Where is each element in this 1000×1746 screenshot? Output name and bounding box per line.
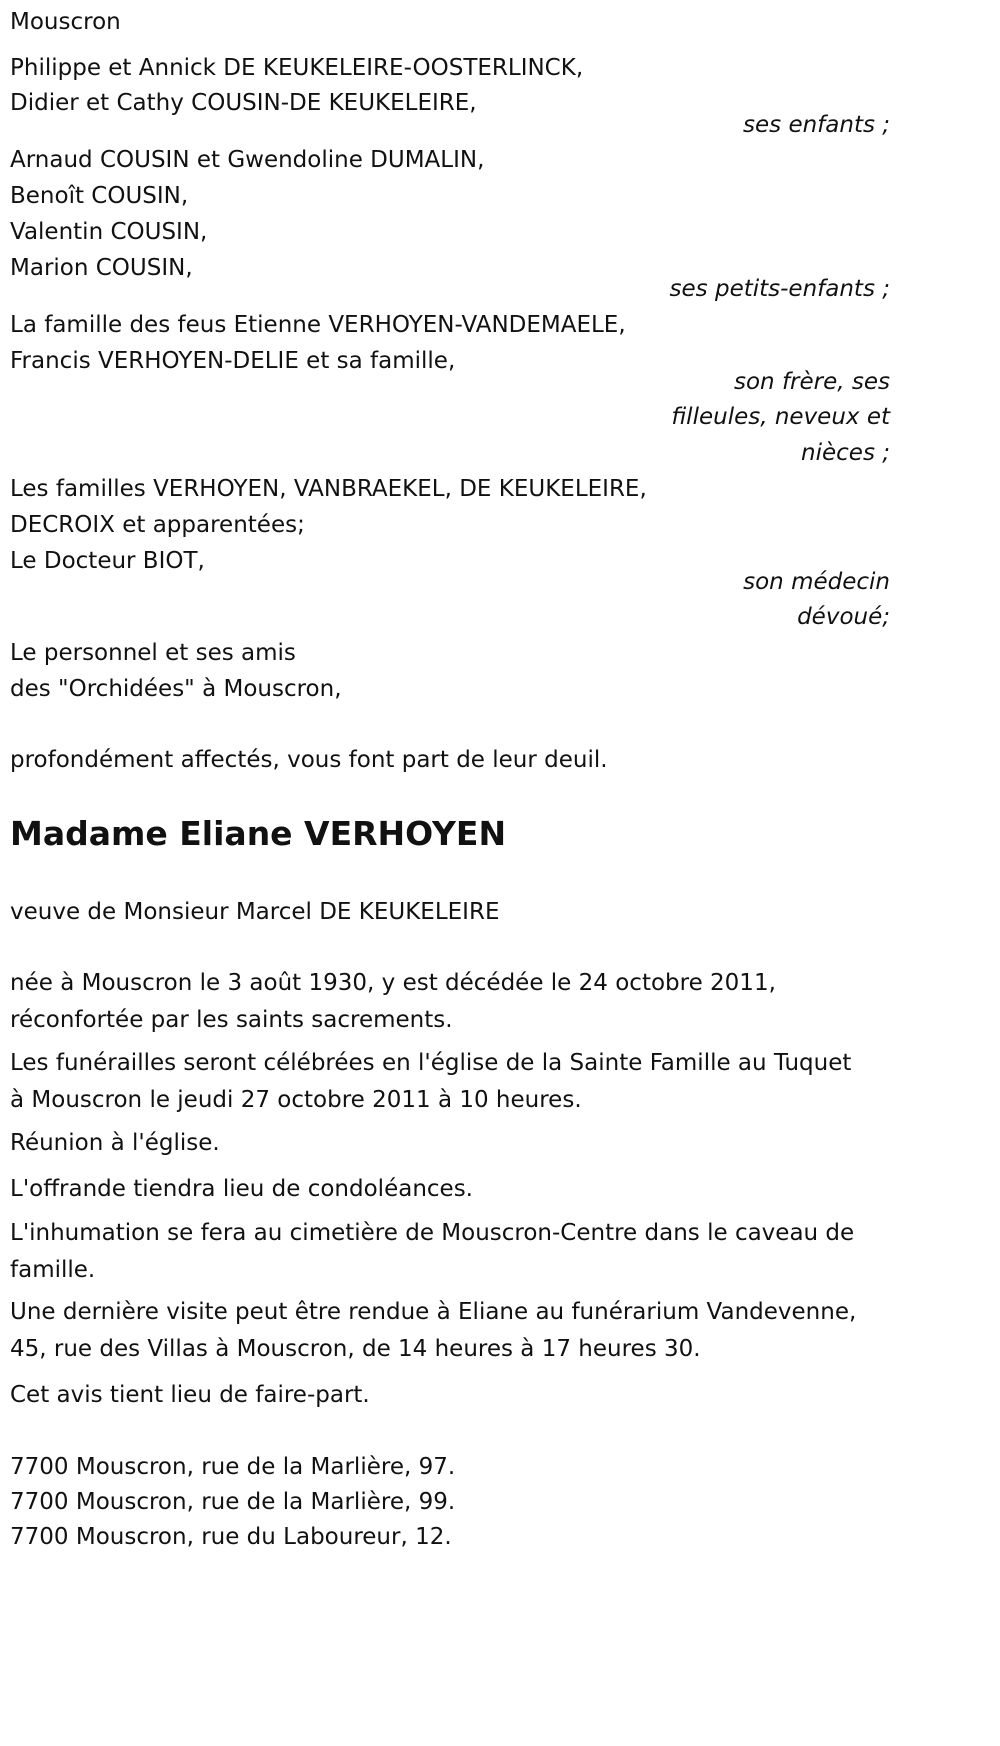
doctor-line: Le Docteur BIOT, bbox=[10, 548, 205, 574]
birth-death-line-1: née à Mouscron le 3 août 1930, y est décédée le 24 octobre 2011, bbox=[10, 970, 776, 996]
siblings-role-line-3: nièces ; bbox=[801, 440, 890, 466]
address-line-2: 7700 Mouscron, rue de la Marlière, 99. bbox=[10, 1489, 456, 1515]
funeral-line-2: à Mouscron le jeudi 27 octobre 2011 à 10 heures. bbox=[10, 1087, 582, 1113]
staff-line-1: Le personnel et ses amis bbox=[10, 640, 296, 666]
grandchildren-line-4: Marion COUSIN, bbox=[10, 255, 193, 281]
visit-line-2: 45, rue des Villas à Mouscron, de 14 heures à 17 heures 30. bbox=[10, 1336, 701, 1362]
grandchildren-line-2: Benoît COUSIN, bbox=[10, 183, 189, 209]
children-role: ses enfants ; bbox=[743, 112, 890, 138]
location-header: Mouscron bbox=[10, 9, 121, 35]
funeral-line-1: Les funérailles seront célébrées en l'église de la Sainte Famille au Tuquet bbox=[10, 1050, 852, 1076]
deceased-name: Madame Eliane VERHOYEN bbox=[10, 814, 507, 853]
visit-line-1: Une dernière visite peut être rendue à Eliane au funérarium Vandevenne, bbox=[10, 1299, 857, 1325]
address-line-1: 7700 Mouscron, rue de la Marlière, 97. bbox=[10, 1454, 456, 1480]
grandchildren-role: ses petits-enfants ; bbox=[669, 276, 890, 302]
siblings-role-line-2: filleules, neveux et bbox=[671, 404, 890, 430]
address-line-3: 7700 Mouscron, rue du Laboureur, 12. bbox=[10, 1524, 452, 1550]
notice-line: Cet avis tient lieu de faire-part. bbox=[10, 1382, 370, 1408]
siblings-role-line-1: son frère, ses bbox=[734, 369, 890, 395]
grandchildren-line-1: Arnaud COUSIN et Gwendoline DUMALIN, bbox=[10, 147, 485, 173]
burial-line-1: L'inhumation se fera au cimetière de Mouscron-Centre dans le caveau de bbox=[10, 1220, 855, 1246]
children-line-1: Philippe et Annick DE KEUKELEIRE-OOSTERLINCK, bbox=[10, 55, 584, 81]
siblings-line-1: La famille des feus Etienne VERHOYEN-VANDEMAELE, bbox=[10, 312, 626, 338]
offering-line: L'offrande tiendra lieu de condoléances. bbox=[10, 1176, 473, 1202]
burial-line-2: famille. bbox=[10, 1257, 96, 1283]
birth-death-line-2: réconfortée par les saints sacrements. bbox=[10, 1007, 453, 1033]
families-line-2: DECROIX et apparentées; bbox=[10, 512, 305, 538]
meeting-line: Réunion à l'église. bbox=[10, 1130, 220, 1156]
staff-line-2: des "Orchidées" à Mouscron, bbox=[10, 676, 342, 702]
announcement-line: profondément affectés, vous font part de leur deuil. bbox=[10, 747, 608, 773]
siblings-line-2: Francis VERHOYEN-DELIE et sa famille, bbox=[10, 348, 456, 374]
doctor-role-line-1: son médecin bbox=[743, 569, 890, 595]
widow-of-line: veuve de Monsieur Marcel DE KEUKELEIRE bbox=[10, 899, 500, 925]
families-line-1: Les familles VERHOYEN, VANBRAEKEL, DE KEUKELEIRE, bbox=[10, 476, 647, 502]
doctor-role-line-2: dévoué; bbox=[797, 604, 890, 630]
children-line-2: Didier et Cathy COUSIN-DE KEUKELEIRE, bbox=[10, 90, 477, 116]
grandchildren-line-3: Valentin COUSIN, bbox=[10, 219, 208, 245]
